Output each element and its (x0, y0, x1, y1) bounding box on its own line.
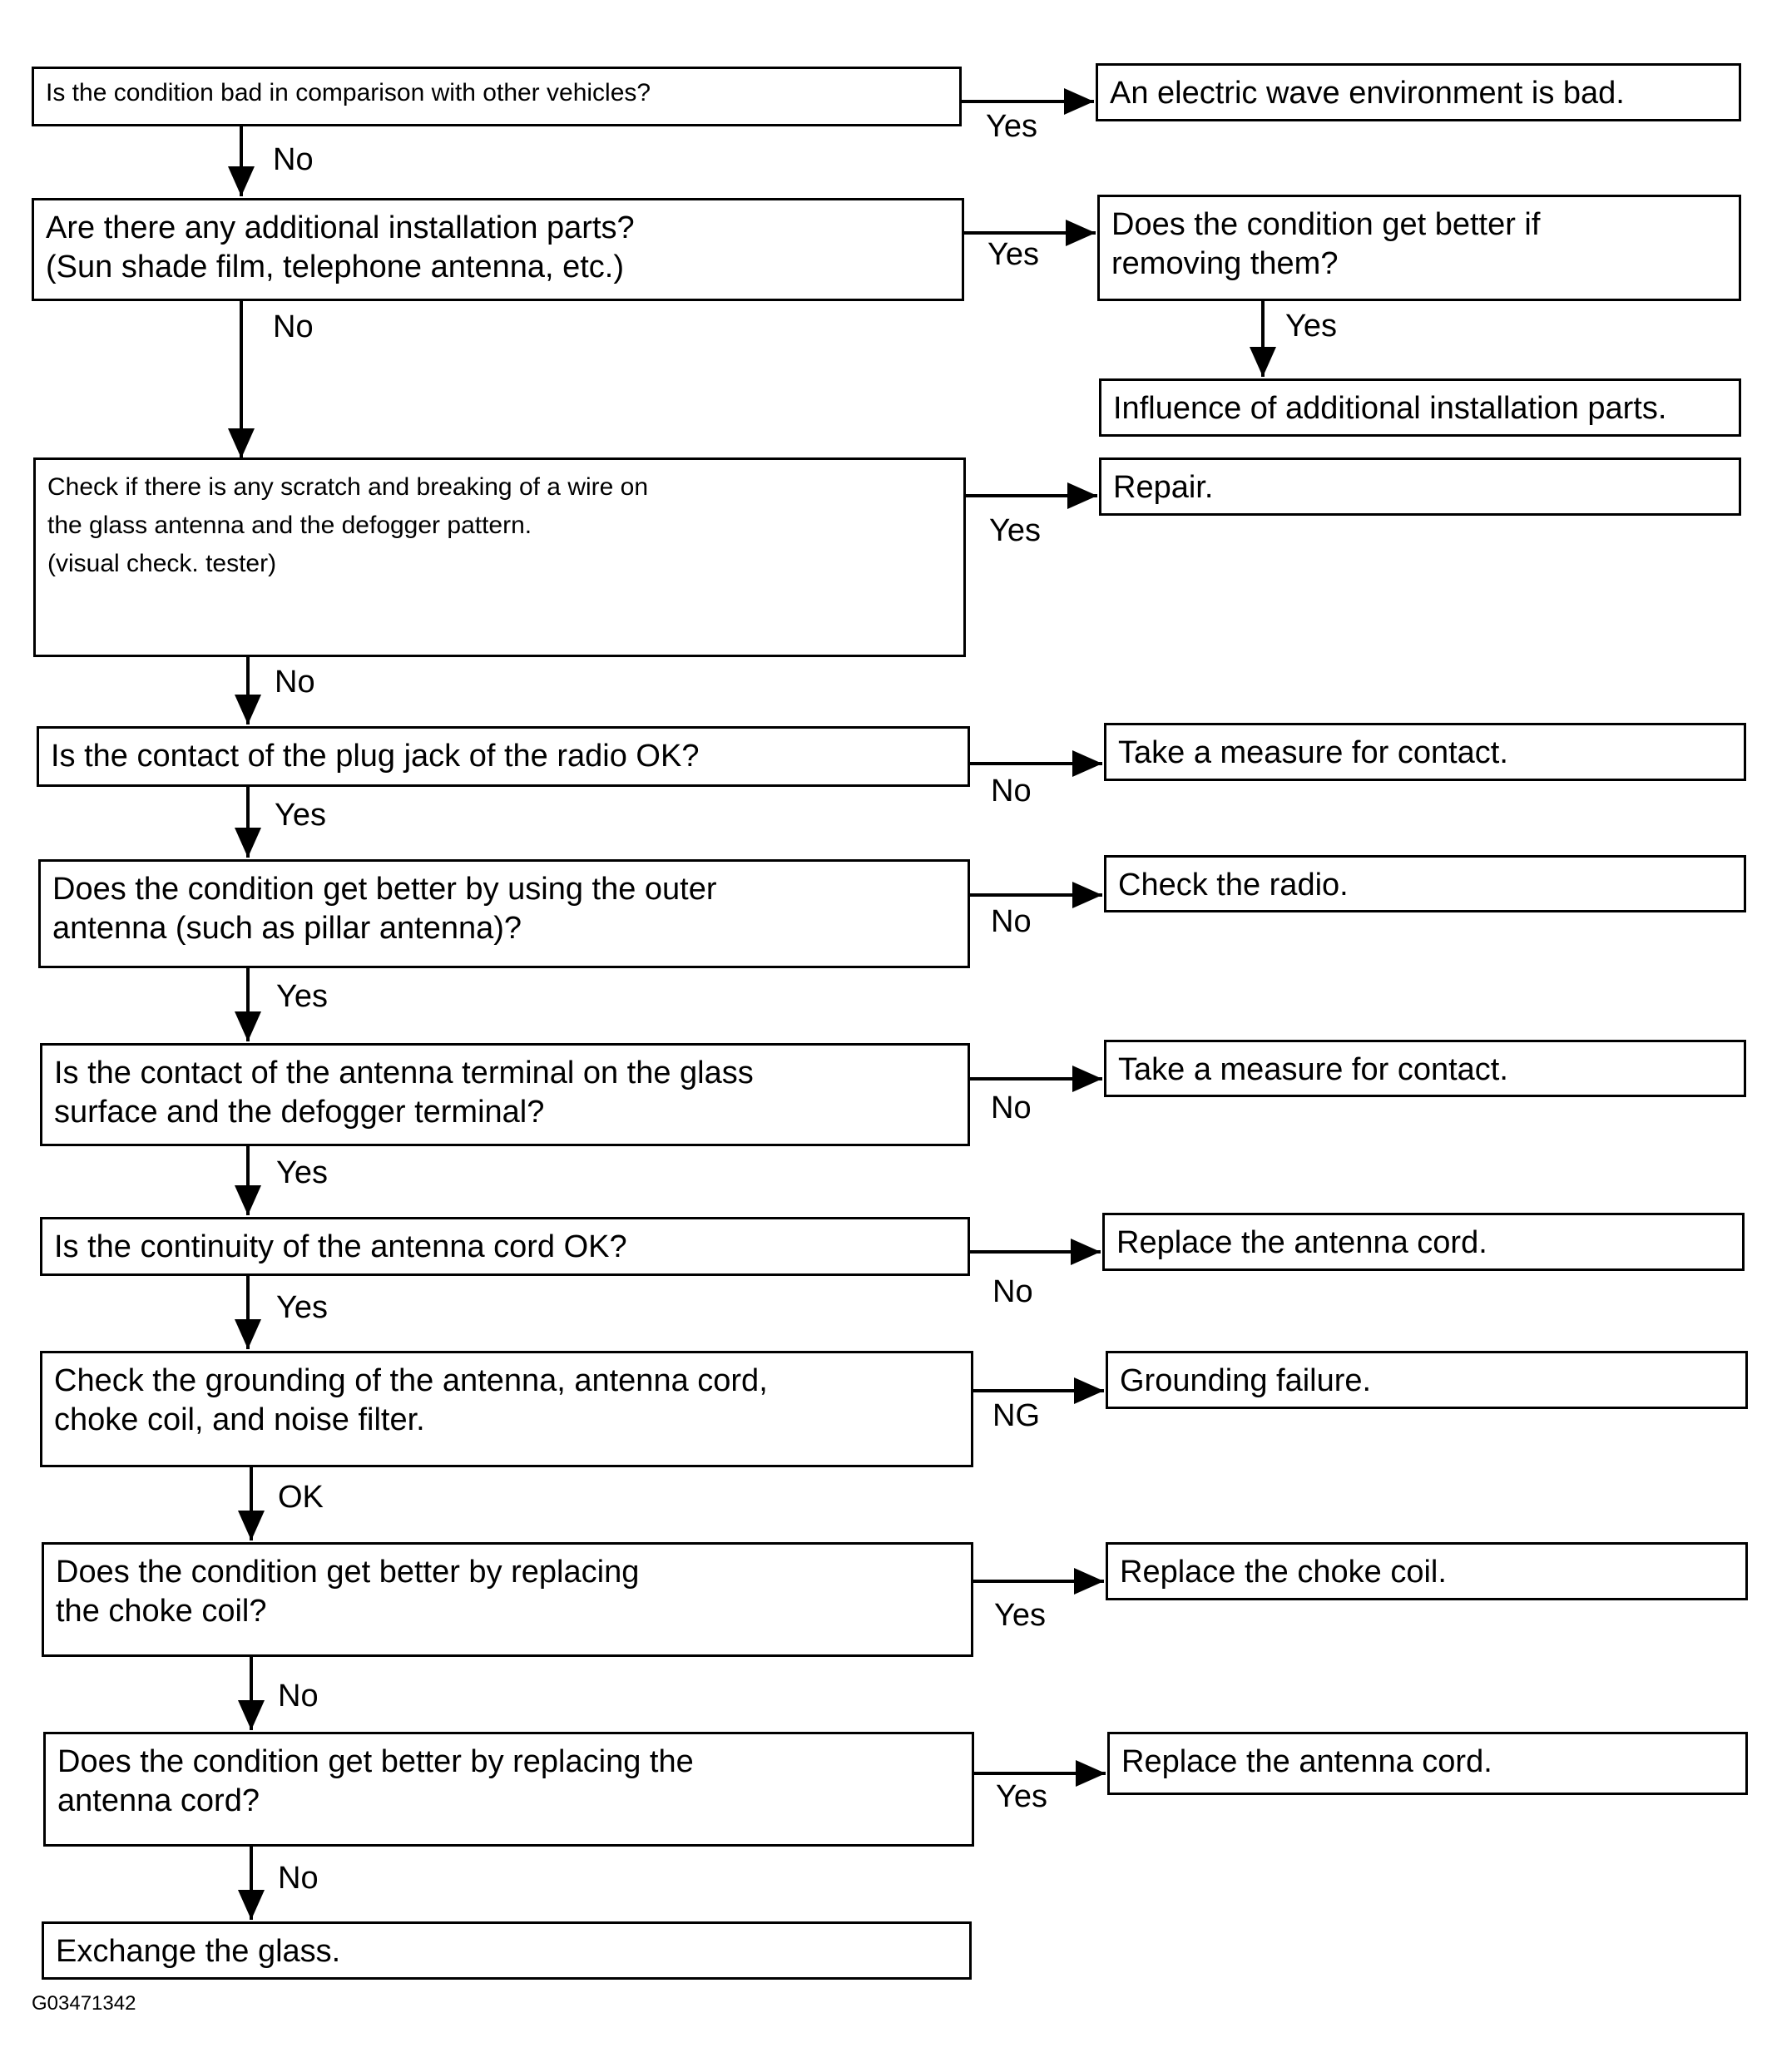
outcome-9-box: Replace the choke coil. (1106, 1542, 1748, 1600)
label-s9-right: Yes (994, 1598, 1046, 1633)
label-s10-down: No (278, 1861, 319, 1896)
label-s1-down: No (273, 142, 314, 177)
label-s3-down: No (275, 665, 315, 700)
label-s8-right: NG (992, 1398, 1040, 1433)
figure-id: G03471342 (32, 1992, 136, 2015)
outcome-10-box: Replace the antenna cord. (1107, 1732, 1748, 1795)
outcome-2-box: Does the condition get better if removing them? (1097, 195, 1741, 301)
label-s8-down: OK (278, 1480, 324, 1515)
label-s3-right: Yes (989, 513, 1041, 548)
step-7-box: Is the continuity of the antenna cord OK? (40, 1217, 970, 1276)
label-s6-right: No (991, 1090, 1032, 1125)
step-6-box: Is the contact of the antenna terminal on the glass surface and the defogger terminal? (40, 1043, 970, 1146)
step-10-box: Does the condition get better by replacing the antenna cord? (43, 1732, 974, 1847)
step-9-box: Does the condition get better by replacing the choke coil? (42, 1542, 973, 1657)
outcome-8-box: Grounding failure. (1106, 1351, 1748, 1409)
label-s9-down: No (278, 1679, 319, 1713)
step-4-box: Is the contact of the plug jack of the radio OK? (37, 726, 970, 787)
outcome-2b-box: Influence of additional installation parts. (1099, 378, 1741, 437)
label-o2-down: Yes (1285, 309, 1337, 344)
step-5-box: Does the condition get better by using the outer antenna (such as pillar antenna)? (38, 859, 970, 968)
outcome-5-box: Check the radio. (1104, 855, 1746, 912)
label-s5-right: No (991, 904, 1032, 939)
outcome-4-box: Take a measure for contact. (1104, 723, 1746, 781)
step-1-box: Is the condition bad in comparison with other vehicles? (32, 67, 962, 126)
step-2-box: Are there any additional installation parts? (Sun shade film, telephone antenna, etc.) (32, 198, 964, 301)
label-s2-down: No (273, 309, 314, 344)
outcome-7-box: Replace the antenna cord. (1102, 1213, 1745, 1271)
step-8-box: Check the grounding of the antenna, antenna cord, choke coil, and noise filter. (40, 1351, 973, 1467)
outcome-3-box: Repair. (1099, 457, 1741, 516)
label-s2-right: Yes (987, 237, 1039, 272)
label-s4-down: Yes (275, 798, 326, 833)
label-s1-right: Yes (986, 109, 1037, 144)
step-3-box: Check if there is any scratch and breaking of a wire on the glass antenna and the defogger pattern. (visual check. tester) (33, 457, 966, 657)
outcome-1-box: An electric wave environment is bad. (1096, 63, 1741, 121)
step-11-box: Exchange the glass. (42, 1921, 972, 1980)
outcome-6-box: Take a measure for contact. (1104, 1040, 1746, 1097)
label-s4-right: No (991, 774, 1032, 809)
label-s10-right: Yes (996, 1779, 1047, 1814)
label-s5-down: Yes (276, 979, 328, 1014)
label-s7-right: No (992, 1274, 1033, 1309)
label-s7-down: Yes (276, 1290, 328, 1325)
label-s6-down: Yes (276, 1155, 328, 1190)
